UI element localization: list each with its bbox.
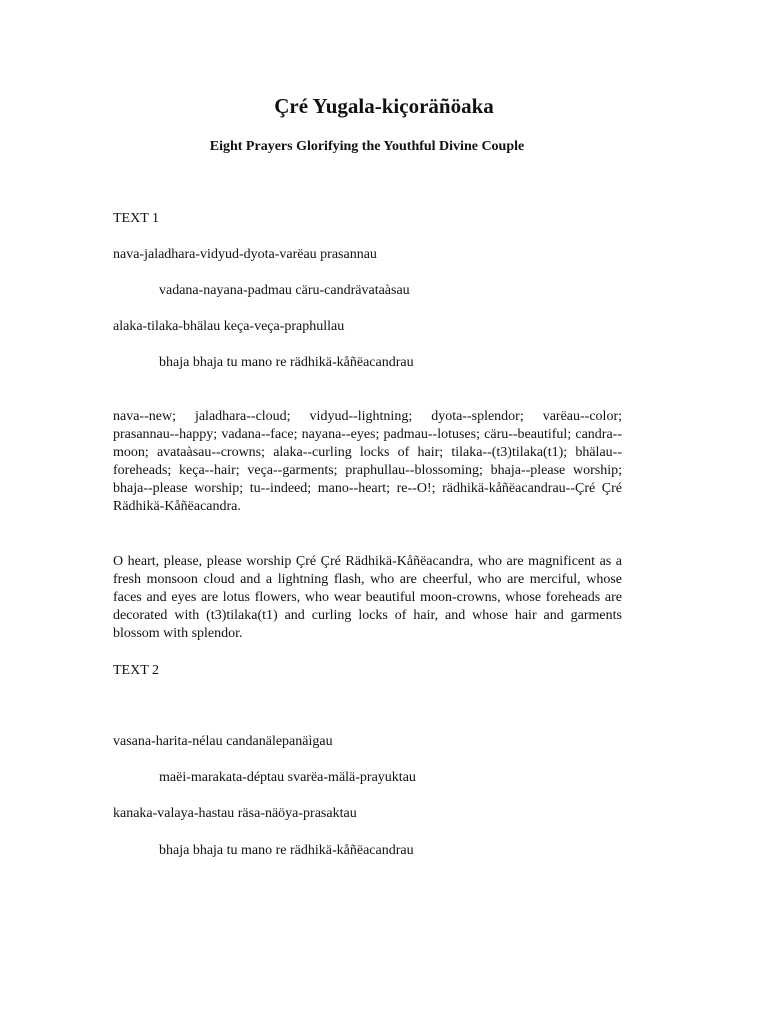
text1-verse-line-1: nava-jaladhara-vidyud-dyota-varëau prasannau [113,247,377,262]
document-title: Çré Yugala-kiçoräñöaka [274,94,494,118]
text1-translation: O heart, please, please worship Çré Çré Rädhikä-Kåñëacandra, who are magnificent as a fresh monsoon cloud and a lightning flash, who are cheerful, who are merciful, whose faces and eyes are lotus flowers, who wear beautiful moon-crowns, whose foreheads are decorated with (t3)tilaka(t1) and curling locks of hair, and whose hair and garments blossom with splendor. [113,554,622,641]
text2-verse-line-3: kanaka-valaya-hastau räsa-näöya-prasaktau [113,806,357,821]
text1-heading: TEXT 1 [113,211,160,226]
text1-verse-line-2: vadana-nayana-padmau cäru-candrävataàsau [159,283,410,298]
text1-synonyms: nava--new; jaladhara--cloud; vidyud--lightning; dyota--splendor; varëau--color; prasannau--happy; vadana--face; nayana--eyes; padmau--lotuses; cäru--beautiful; candra--moon; avataàsau--crowns; alaka--curling locks of hair; tilaka--(t3)tilaka(t1); bhälau--foreheads; keça--hair; veça--garments; praphullau--blossoming; bhaja--please worship; bhaja--please worship; tu--indeed; mano--heart; re--O!; rädhikä-kåñëacandrau--Çré Çré Rädhikä-Kåñëacandra. [113,409,622,514]
text1-verse-line-3: alaka-tilaka-bhälau keça-veça-praphullau [113,319,345,334]
document-subtitle: Eight Prayers Glorifying the Youthful Divine Couple [209,139,525,154]
text2-verse-line-2: maëi-marakata-déptau svarëa-mälä-prayuktau [159,770,416,785]
text2-verse-line-1: vasana-harita-nélau candanälepanäìgau [113,734,333,749]
text1-verse-line-4: bhaja bhaja tu mano re rädhikä-kåñëacandrau [159,355,414,370]
text2-verse-line-4: bhaja bhaja tu mano re rädhikä-kåñëacandrau [159,843,414,858]
text2-heading: TEXT 2 [113,663,160,678]
